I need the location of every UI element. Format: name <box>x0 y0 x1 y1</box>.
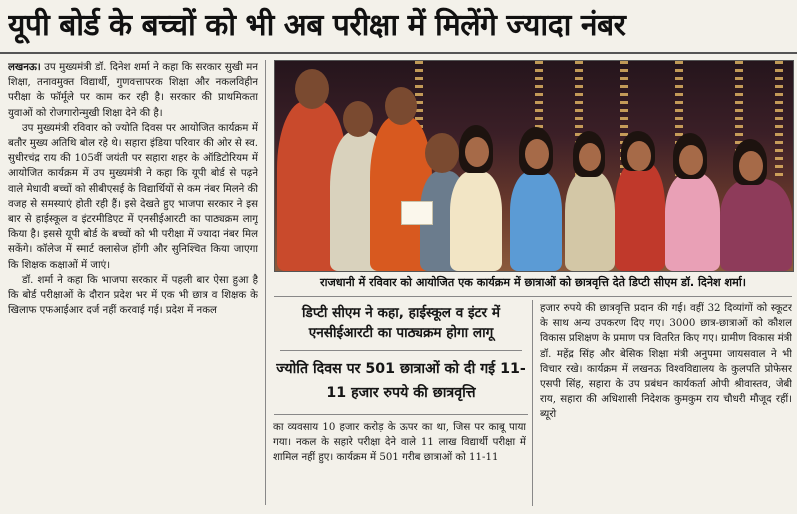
article-column-2 <box>273 420 526 510</box>
paragraph: डॉ. शर्मा ने कहा कि भाजपा सरकार में पहली बार ऐसा हुआ है कि बोर्ड परीक्षाओं के दौरान प्रदेश भर में एक भी छात्र व शिक्षक के खिलाफ एफआईआर दर्ज नहीं करवाई गई। प्रदेश में नकल <box>8 274 258 317</box>
byline: ब्यूरो <box>540 409 557 421</box>
paragraph-text: उप मुख्यमंत्री डॉ. दिनेश शर्मा ने कहा कि सरकार सुखी मन शिक्षा, तनावमुक्त विद्यार्थी, गुणवत्तापरक शिक्षा और नकलविहीन परीक्षा के फॉर्मूले पर काम कर रही है। सरकार की प्राथमिकता युवाओं को रोजगारोन्मुखी शिक्षा देने की है। <box>8 62 258 119</box>
paragraph <box>8 60 258 121</box>
person-figure <box>665 173 720 271</box>
person-figure <box>615 161 665 271</box>
person-head <box>343 101 373 137</box>
person-head <box>465 137 489 167</box>
caption-rule <box>274 296 792 297</box>
paragraph-text: हजार रुपये की छात्रवृत्ति प्रदान की गई। वहीं 32 दिव्यांगों को स्कूटर के साथ अन्य उपकरण दिए गए। 3000 छात्र-छात्राओं को कौशल विकास प्रशिक्षण के प्रमाण पत्र वितरित किए गए। ग्रामीण विकास मंत्री डॉ. महेंद्र सिंह और बेसिक शिक्षा मंत्री अनुपमा जायसवाल ने भी विचार रखे। कार्यक्रम में लखनऊ विश्वविद्यालय के कुलपति प्रोफेसर एसपी सिंह, सहारा के उप प्रबंधन कार्यकर्ता ओपी श्रीवास्तव, जेबी राय, सहारा की अधिशासी निदेशक कुमकुम राय चौधरी मौजूद रहीं। <box>540 303 792 406</box>
person-head <box>525 139 549 169</box>
subheadline-1: डिप्टी सीएम ने कहा, हाईस्कूल व इंटर में एनसीईआरटी का पाठ्यक्रम होगा लागू <box>302 305 500 341</box>
person-head <box>425 133 459 173</box>
person-head <box>385 87 417 125</box>
article-column-3 <box>540 301 792 506</box>
person-figure <box>565 171 615 271</box>
person-head <box>739 151 763 181</box>
column-divider <box>532 300 533 506</box>
person-head <box>627 141 651 171</box>
person-figure <box>510 171 562 271</box>
person-head <box>295 69 329 109</box>
dateline: लखनऊ। <box>8 61 41 73</box>
subheadline-2: ज्योति दिवस पर 501 छात्राओं को दी गई 11-11 हजार रुपये की छात्रवृत्ति <box>276 361 526 401</box>
paragraph: उप मुख्यमंत्री रविवार को ज्योति दिवस पर आयोजित कार्यक्रम में बतौर मुख्य अतिथि बोल रहे थे। सहारा इंडिया परिवार की ओर से स्व. सुधीरचंद्र राय की 105वीं जयंती पर सहारा शहर के ऑडिटोरियम में आयोजित कार्यक्रम में उप मुख्यमंत्री ने कहा कि यूपी बोर्ड से पढ़ने वाले मेधावी बच्चों को सीबीएसई के विद्यार्थियों से कम नंबर मिलने की वजह से समस्याएं होती रही हैं। इसे देखते हुए भाजपा सरकार ने इस बार से हाईस्कूल व इंटरमीडिएट में एनसीईआरटी का पाठ्यक्रम लागू किया है। इससे यूपी बोर्ड के बच्चों को भी परीक्षा में ज्यादा नंबर मिल सकेंगे। कॉलेज में स्मार्ट क्लासेज होंगी और सुनिश्चित किया जाएगा कि शिक्षक कक्षाओं में जाएं। <box>8 122 258 271</box>
subhead-divider <box>274 414 528 415</box>
person-figure <box>450 171 502 271</box>
paragraph <box>540 301 792 423</box>
headline: यूपी बोर्ड के बच्चों को भी अब परीक्षा में मिलेंगे ज्यादा नंबर <box>8 8 626 43</box>
paragraph: का व्यवसाय 10 हजार करोड़ के ऊपर का था, जिस पर काबू पाया गया। नकल के सहारे परीक्षा देने वाले 11 लाख विद्यार्थी परीक्षा में शामिल नहीं हुए। कार्यक्रम में 501 गरीब छात्राओं को 11-11 <box>273 422 526 464</box>
person-head <box>579 143 601 171</box>
subhead-divider <box>280 350 522 351</box>
certificate <box>401 201 433 225</box>
person-head <box>679 145 703 175</box>
column-divider <box>265 60 266 505</box>
stage-lights <box>775 61 783 181</box>
photo-caption: राजधानी में रविवार को आयोजित एक कार्यक्रम में छात्राओं को छात्रवृत्ति देते डिप्टी सीएम डॉ. दिनेश शर्मा। <box>320 276 746 289</box>
news-photo <box>274 60 794 272</box>
article-column-1 <box>8 60 258 500</box>
person-figure <box>720 179 792 271</box>
headline-rule <box>0 52 797 54</box>
